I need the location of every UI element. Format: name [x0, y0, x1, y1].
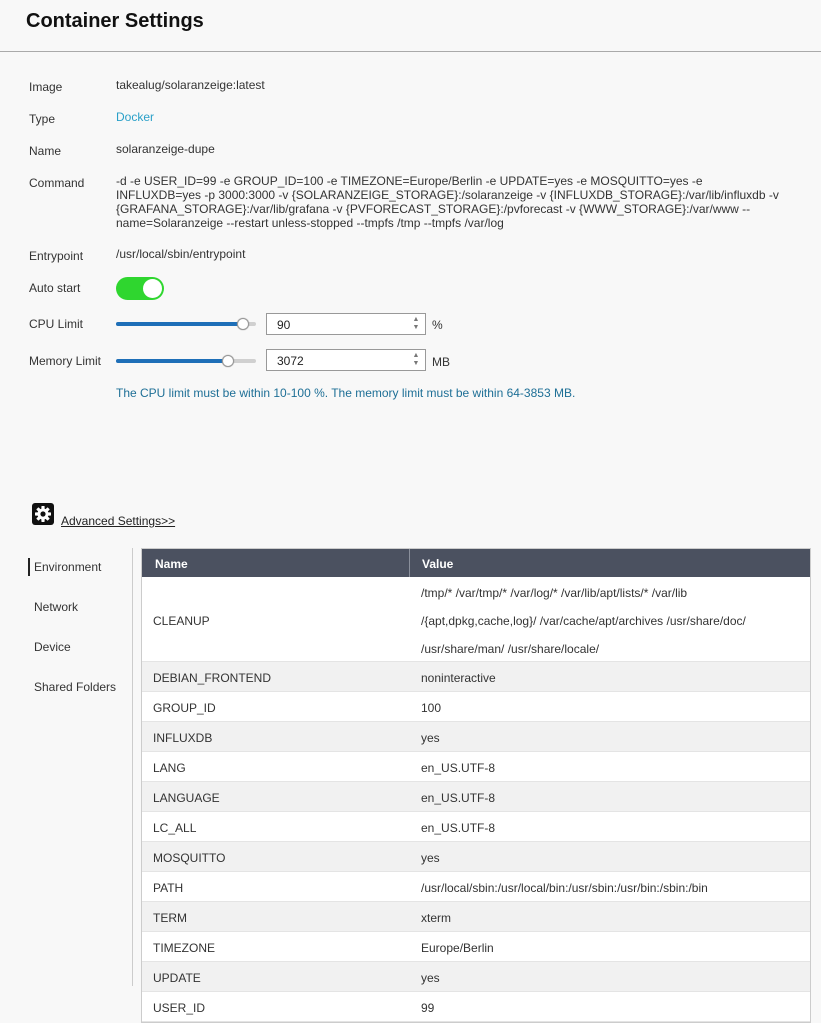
env-var-value: yes — [421, 731, 440, 745]
autostart-label: Auto start — [29, 281, 81, 295]
gear-icon[interactable] — [32, 503, 54, 525]
table-row[interactable] — [142, 962, 810, 992]
table-row[interactable] — [142, 932, 810, 962]
env-var-value: en_US.UTF-8 — [421, 791, 496, 805]
env-var-name: TIMEZONE — [153, 941, 215, 955]
entrypoint-value: /usr/local/sbin/entrypoint — [116, 247, 246, 261]
image-label: Image — [29, 80, 63, 94]
table-row[interactable] — [142, 902, 810, 932]
spin-down-icon[interactable]: ▼ — [412, 360, 420, 367]
memory-limit-label: Memory Limit — [29, 354, 102, 368]
env-var-value — [421, 579, 801, 663]
toggle-knob — [143, 279, 162, 298]
table-header — [142, 549, 810, 577]
env-var-name: LC_ALL — [153, 821, 197, 835]
env-var-value: en_US.UTF-8 — [421, 821, 496, 835]
env-var-value-line: /usr/share/man/ /usr/share/locale/ — [421, 642, 600, 656]
column-header-value: Value — [422, 557, 454, 571]
column-divider — [409, 549, 410, 577]
env-var-value: 99 — [421, 1001, 435, 1015]
env-var-name: CLEANUP — [153, 614, 210, 628]
type-label: Type — [29, 112, 56, 126]
table-row[interactable] — [142, 722, 810, 752]
env-var-name: DEBIAN_FRONTEND — [153, 671, 272, 685]
cpu-limit-label: CPU Limit — [29, 317, 84, 331]
env-var-name: LANGUAGE — [153, 791, 220, 805]
memory-slider-fill — [116, 359, 227, 363]
settings-tabs — [28, 548, 133, 986]
env-var-value: xterm — [421, 911, 451, 925]
table-row[interactable] — [142, 872, 810, 902]
cpu-slider-fill — [116, 322, 242, 326]
tab-environment[interactable]: Environment — [28, 558, 101, 576]
advanced-settings-link[interactable]: Advanced Settings>> — [61, 514, 176, 528]
env-var-value: en_US.UTF-8 — [421, 761, 496, 775]
memory-limit-unit: MB — [432, 355, 450, 369]
tab-shared-folders[interactable]: Shared Folders — [34, 680, 117, 694]
name-value: solaranzeige-dupe — [116, 142, 215, 156]
tab-device[interactable]: Device — [34, 640, 71, 654]
env-var-name: MOSQUITTO — [153, 851, 226, 865]
env-var-value-line: /{apt,dpkg,cache,log}/ /var/cache/apt/archives /usr/share/doc/ — [421, 614, 746, 628]
environment-table — [141, 548, 811, 1023]
spin-up-icon[interactable]: ▲ — [412, 352, 420, 359]
table-row[interactable] — [142, 812, 810, 842]
cpu-limit-unit: % — [432, 318, 443, 332]
env-var-value-line: /tmp/* /var/tmp/* /var/log/* /var/lib/apt/lists/* /var/lib — [421, 586, 688, 600]
cpu-spinner[interactable] — [409, 316, 423, 332]
table-row[interactable] — [142, 692, 810, 722]
cpu-limit-input[interactable] — [266, 313, 426, 335]
env-var-value: yes — [421, 851, 440, 865]
autostart-toggle[interactable] — [116, 277, 164, 300]
page-title: Container Settings — [26, 10, 204, 32]
name-label: Name — [29, 144, 62, 158]
table-body — [142, 577, 810, 1022]
type-value: Docker — [116, 110, 155, 124]
spin-down-icon[interactable]: ▼ — [412, 324, 420, 331]
table-row[interactable] — [142, 577, 810, 662]
entrypoint-label: Entrypoint — [29, 249, 84, 263]
env-var-value: yes — [421, 971, 440, 985]
cpu-limit-value: 90 — [277, 318, 291, 332]
column-header-name: Name — [155, 557, 188, 571]
memory-limit-value: 3072 — [277, 354, 304, 368]
cpu-limit-slider[interactable] — [116, 322, 256, 326]
env-var-name: UPDATE — [153, 971, 201, 985]
limit-hint: The CPU limit must be within 10-100 %. The memory limit must be within 64-3853 MB. — [116, 386, 576, 400]
memory-limit-slider[interactable] — [116, 359, 256, 363]
command-label: Command — [29, 176, 85, 190]
command-value: -d -e USER_ID=99 -e GROUP_ID=100 -e TIMEZONE=Europe/Berlin -e UPDATE=yes -e MOSQUITTO=yes -e INFLUXDB=yes -p 3000:3000 -v {SOLARANZEIGE_STORAGE}:/solaranzeige -v {INFLUXDB_STORAGE}:/var/lib/influxdb -v {GRAFANA_STORAGE}:/var/lib/grafana -v {PVFORECAST_STORAGE}:/pvforecast -v {WWW_STORAGE}:/var/www --name=Solaranzeige --restart unless-stopped --tmpfs /tmp --tmpfs /var/log — [116, 174, 779, 230]
image-value: takealug/solaranzeige:latest — [116, 78, 265, 92]
env-var-value: noninteractive — [421, 671, 496, 685]
env-var-value: /usr/local/sbin:/usr/local/bin:/usr/sbin:/usr/bin:/sbin:/bin — [421, 881, 708, 895]
env-var-name: TERM — [153, 911, 187, 925]
env-var-name: INFLUXDB — [153, 731, 213, 745]
env-var-name: USER_ID — [153, 1001, 206, 1015]
env-var-value: Europe/Berlin — [421, 941, 494, 955]
memory-spinner[interactable] — [409, 352, 423, 368]
env-var-name: PATH — [153, 881, 184, 895]
table-row[interactable] — [142, 992, 810, 1022]
env-var-name: LANG — [153, 761, 186, 775]
title-divider — [0, 51, 821, 52]
table-row[interactable] — [142, 662, 810, 692]
cpu-slider-thumb[interactable] — [237, 318, 249, 330]
spin-up-icon[interactable]: ▲ — [412, 316, 420, 323]
env-var-name: GROUP_ID — [153, 701, 216, 715]
memory-limit-input[interactable] — [266, 349, 426, 371]
table-row[interactable] — [142, 752, 810, 782]
memory-slider-thumb[interactable] — [222, 355, 234, 367]
env-var-value: 100 — [421, 701, 442, 715]
table-row[interactable] — [142, 842, 810, 872]
table-row[interactable] — [142, 782, 810, 812]
tab-network[interactable]: Network — [34, 600, 79, 614]
